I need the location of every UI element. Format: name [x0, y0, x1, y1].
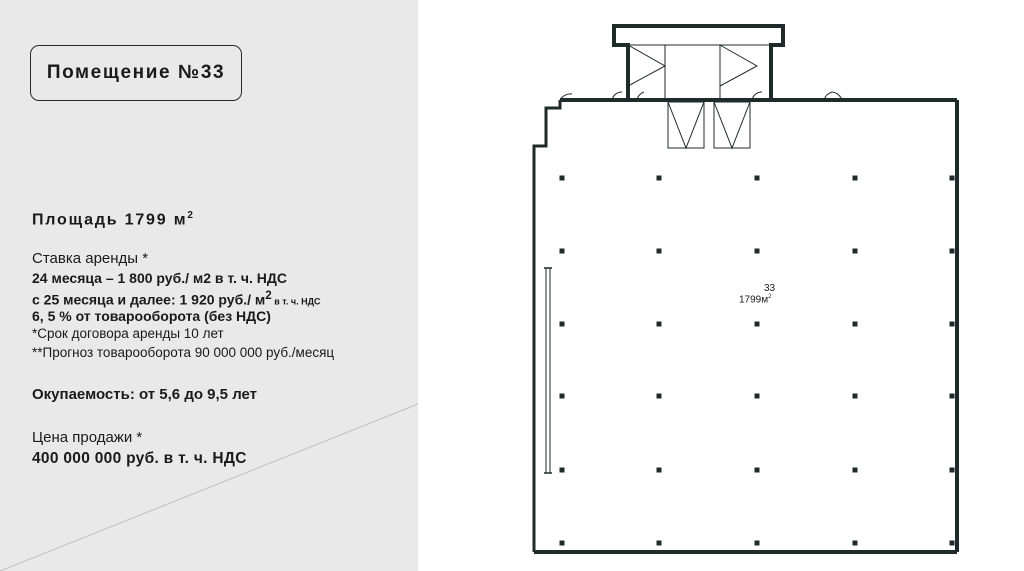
plan-column [657, 541, 662, 546]
plan-column [853, 249, 858, 254]
rent-line-3: 6, 5 % от товарооборота (без НДС) [32, 308, 271, 324]
area-label: Площадь 1799 $м^2$ [32, 210, 195, 229]
plan-door-annex-1 [628, 45, 665, 86]
plan-column [657, 468, 662, 473]
plan-vestibule-1 [668, 102, 704, 148]
plan-column [853, 541, 858, 546]
plan-column [560, 468, 565, 473]
plan-wall-left [534, 100, 560, 552]
rent-note-turnover: **Прогноз товарооборота 90 000 000 руб./месяц [32, 345, 335, 360]
plan-column [950, 176, 955, 181]
plan-column [560, 176, 565, 181]
plan-column [853, 468, 858, 473]
plan-column [560, 394, 565, 399]
page-title: Помещение №33 [30, 45, 242, 101]
plan-window-left [546, 268, 550, 473]
plan-column [755, 176, 760, 181]
room-number: 33 [764, 283, 776, 294]
rent-note-term: *Срок договора аренды 10 лет [32, 326, 224, 341]
plan-column [853, 394, 858, 399]
plan-column [560, 322, 565, 327]
plan-column [950, 249, 955, 254]
rent-line-1: 24 месяца – 1 800 руб./ м2 в т. ч. НДС [32, 270, 287, 286]
plan-column [755, 541, 760, 546]
info-panel [0, 0, 418, 571]
plan-column [657, 394, 662, 399]
price-heading: Цена продажи * [32, 429, 143, 446]
price-value: 400 000 000 руб. в т. ч. НДС [32, 450, 247, 467]
plan-column [755, 468, 760, 473]
plan-vestibule-2 [714, 102, 750, 148]
room-area: $1799м^2$ [739, 294, 772, 306]
plan-column [657, 249, 662, 254]
payback-label: Окупаемость: от 5,6 до 9,5 лет [32, 386, 258, 403]
rent-line-2: с 25 месяца и далее: 1 920 руб./ $м^2$ в т. ч. НДС [32, 289, 321, 308]
plan-column [950, 322, 955, 327]
plan-door-annex-2 [720, 45, 757, 86]
plan-column [755, 249, 760, 254]
plan-column [657, 176, 662, 181]
plan-column [950, 541, 955, 546]
plan-column [950, 394, 955, 399]
plan-column [755, 322, 760, 327]
plan-column [560, 249, 565, 254]
floor-plan [520, 18, 965, 558]
plan-column [657, 322, 662, 327]
plan-column [853, 176, 858, 181]
plan-column [560, 541, 565, 546]
plan-column [755, 394, 760, 399]
plan-column [950, 468, 955, 473]
rent-heading: Ставка аренды * [32, 250, 149, 267]
plan-columns [560, 176, 955, 546]
plan-annex [614, 26, 783, 100]
plan-column [853, 322, 858, 327]
